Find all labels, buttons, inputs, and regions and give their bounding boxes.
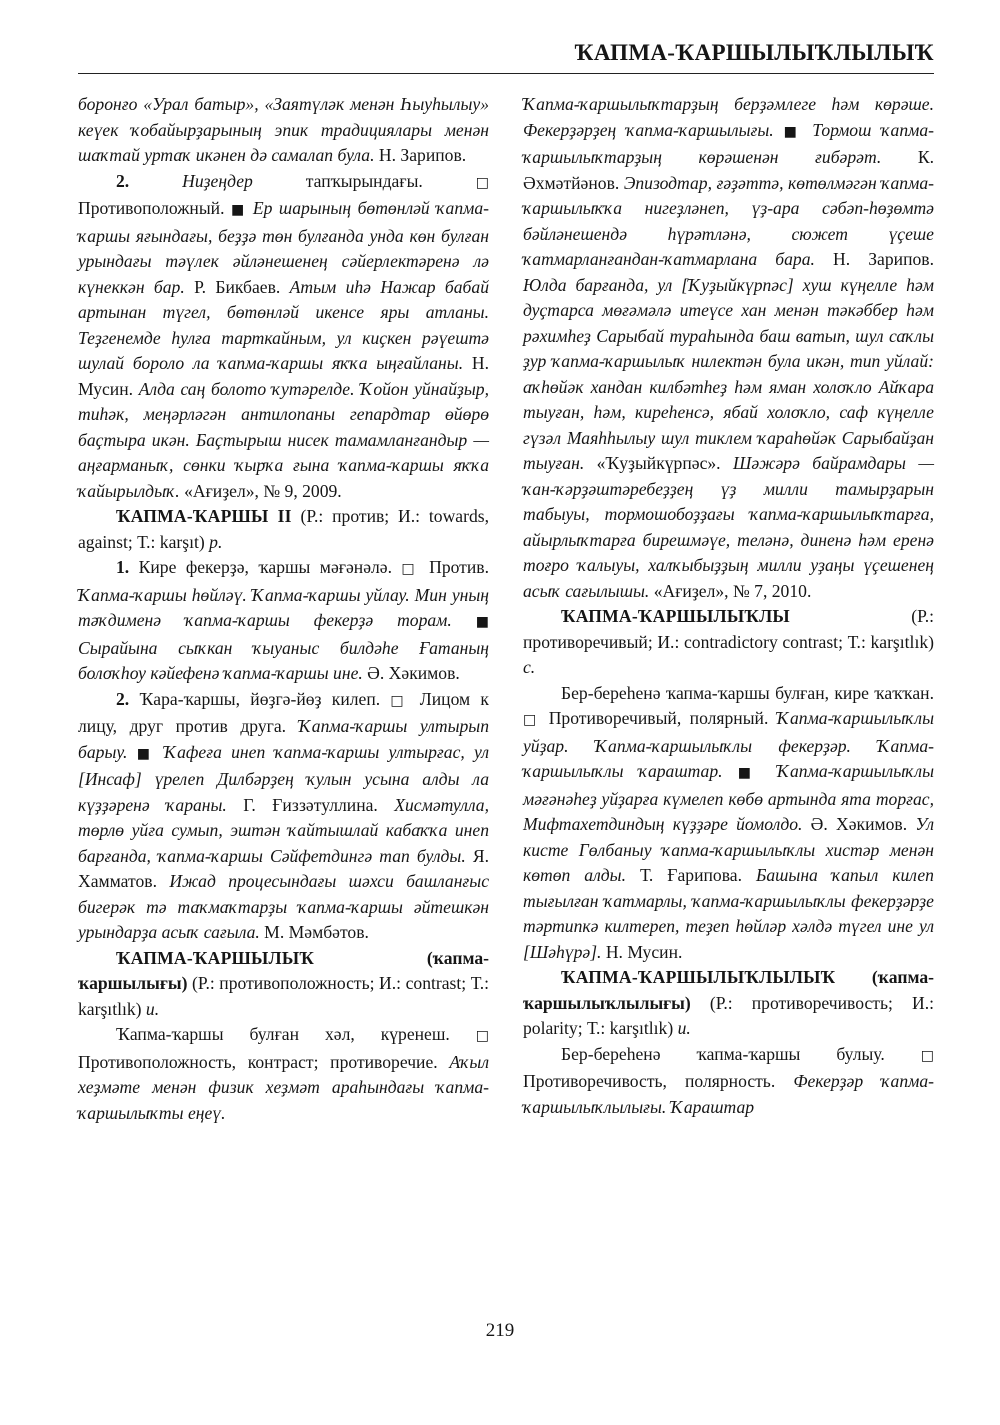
example-text: Хисмәтулла, төрлө уйға сумып, эштән ҡайтышлай кабаҡҡа инеп барғанда, ҡапма-ҡаршы Сәйфетдингә тап булды. <box>78 794 489 866</box>
citation: «Ҡуҙыйкүрпәс». <box>584 453 733 473</box>
sense-2-paragraph <box>78 687 489 946</box>
example-text: Тормош ҡапма-ҡаршылыҡтарҙың көрәшенән ғибәрәт. <box>523 119 935 167</box>
citation: М. Мәмбәтов. <box>259 922 369 942</box>
filled-square-icon: ■ <box>475 614 489 630</box>
page-number: 219 <box>485 1320 515 1341</box>
open-square-icon: □ <box>475 1028 489 1044</box>
russian-equivalent: Против. <box>419 557 489 577</box>
part-of-speech: р. <box>209 531 223 552</box>
definition-text: Бер-береһенә ҡапма-ҡаршы булыу. <box>561 1043 921 1064</box>
example-text: Шәжәрә байрамдары — ҡан-ҡәрҙәштәребеҙҙең үҙ милли тамырҙарын табыуы, тормошобоҙҙағы ҡапма-ҡаршылыҡтарға, айырлыҡтарға бирешмәүе, теләнә, диненә һәм еренә тоғро ҡалыуы, халҡыбыҙҙың милли уҙаңы үҫешенең асыҡ сағылышы. <box>523 453 934 601</box>
citation: Г. Ғиззәтуллина. <box>226 794 395 815</box>
sense-gloss: Ҡара-ҡаршы, йөҙгә-йөҙ килеп. <box>129 688 391 709</box>
example-text: Ул кисте Гөлбаныу ҡапма-ҡаршылыҡлы хистәр менән көтөп алды. <box>523 814 934 885</box>
russian-equivalent: Противоположный. <box>78 198 231 218</box>
example-text: Ер шарының бөтөнләй ҡапма-ҡаршы яғындағы, беҙҙә төн булғанда унда көн булған урындағы тәүлек әйләнешенең сәйерлектәренә лә күнеккән бар. <box>78 198 489 297</box>
sense-number: 1. <box>116 557 130 577</box>
entry-heading-kapma-karshylyklylyk <box>523 965 934 1042</box>
open-square-icon: □ <box>523 712 541 728</box>
sense-2-paragraph <box>78 169 489 505</box>
headword: ҠАПМА-ҠАРШЫЛЫҠЛЫ <box>561 606 790 626</box>
citation: Ә. Хәкимов. <box>362 663 460 683</box>
example-text: Эпизодтар, ғәҙәттә, көтөлмәгән ҡапма-ҡаршылыҡҡа нигеҙләнеп, үҙ-ара сәбәп-һөҙөмтә бәйләнешендә һүрәтләнә, сюжет үҫеше ҡатмарланғандан-ҡатмарлана бара. <box>523 172 934 269</box>
entry-continuation <box>78 92 489 169</box>
definition-paragraph <box>523 1042 934 1121</box>
example-text: Атым иһә Нажар бабай артынан түгел, бөтөнләй икенсе яры атланы. Теҙгенемде һулға тарткайным, ул киҫкен рәүештә шулай бороло ла ҡапма-ҡаршы яҡҡа ыңғайланы. <box>78 276 489 373</box>
left-column <box>78 92 489 1126</box>
open-square-icon: □ <box>920 1047 934 1064</box>
filled-square-icon: ■ <box>737 765 762 781</box>
sense-1-paragraph <box>78 555 489 687</box>
definition-text: Бер-береһенә ҡапма-ҡаршы булған, кире ҡаҡҡан. <box>561 682 934 703</box>
example-text: Ижад процесындағы шәхси башланғыс бигерәк тә таҡмаҡтарҙы ҡапма-ҡаршы әйтешкән урындарҙа асыҡ сағыла. <box>78 871 490 942</box>
example-text: Алда саң болото ҡутәрелде. Ҡойон уйнайҙыр, тиһәк, меңәрләгән антилопаны гепардтар өйөрө баҫтыра икән. Баҫтырыш нисек тамамланғандыр — аңғарманыҡ, сөнки ҡырҡа ғына ҡапма-ҡаршы яҡҡа ҡайырылдыҡ. <box>78 378 489 501</box>
example-text: Ҡафеға инеп ҡапма-ҡаршы ултырғас, ул [Инсаф] үрелеп Дилбәрҙең ҡулын усына алды ла күҙҙәренә ҡараны. <box>78 741 489 815</box>
definition-paragraph <box>78 1022 489 1126</box>
russian-equivalent: Противоположность, контраст; противоречие. <box>78 1051 450 1072</box>
example-text: Аҡыл хеҙмәте менән физик хеҙмәт араһындағы ҡапма-ҡаршылыҡты еңеү. <box>78 1051 489 1123</box>
entry-heading-kapma-karshylykly <box>523 604 934 681</box>
citation: «Ағиҙел», № 9, 2009. <box>179 480 342 501</box>
definition-paragraph <box>523 681 934 966</box>
example-text: Ҡапма-ҡаршы ултырып барыу. <box>78 716 489 762</box>
sense-number: 2. <box>116 688 130 709</box>
entry-heading-kapma-karshylyk <box>78 946 489 1023</box>
citation: Р. Бикбаев. <box>184 276 290 297</box>
sense-gloss: тапҡырындағы. <box>252 170 476 191</box>
entry-continuation <box>523 92 934 604</box>
open-square-icon: □ <box>475 174 489 191</box>
headword: ҠАПМА-ҠАРШЫЛЫҠ <box>116 947 315 968</box>
running-head: ҠАПМА-ҠАРШЫЛЫҠЛЫЛЫҠ <box>574 40 934 65</box>
example-text: Ҡапма-ҡаршылыҡлы уйҙар. Ҡапма-ҡаршылыҡлы фекерҙәр. Ҡапма-ҡаршылыҡлы ҡараштар. <box>523 708 934 781</box>
filled-square-icon: ■ <box>783 123 803 140</box>
translations: (Р.: против; И.: towards, against; Т.: karşıt) <box>78 506 489 552</box>
definition-text: Ҡапма-ҡаршы булған хәл, күренеш. <box>116 1024 476 1044</box>
translations: (Р.: противоположность; И.: contrast; Т.: karşıtlık) <box>78 973 489 1019</box>
sense-label: Ниҙеңдер <box>182 170 253 191</box>
part-of-speech: и. <box>677 1018 691 1038</box>
translations: (Р.: противоречивый; И.: contradictory contrast; Т.: karşıtlık) <box>523 606 934 652</box>
example-text: Ҡапма-ҡаршылыҡтарҙың берҙәмлеге һәм көрәше. Фекерҙәрҙең ҡапма-ҡаршылығы. <box>523 94 934 140</box>
citation: Н. Мусин. <box>601 941 683 962</box>
headword-genitive: (ҡапма-ҡаршылығы) <box>78 947 489 993</box>
russian-equivalent: Противоречивый, полярный. <box>540 708 777 728</box>
filled-square-icon: ■ <box>136 745 155 762</box>
right-column <box>523 92 934 1120</box>
citation: Ә. Хәкимов. <box>802 814 916 834</box>
filled-square-icon: ■ <box>231 202 247 218</box>
citation: Н. Мусин. <box>78 353 489 399</box>
example-text: боронғо «Урал батыр», «Заятүләк менән Һыуһылыу» кеүек ҡобайырҙарының эпик традициялары менән шаҡтай уртаҡ икәнен дә самалап була. <box>78 94 489 165</box>
headword: ҠАПМА-ҠАРШЫ II <box>116 506 292 526</box>
example-text: Башына ҡапыл килеп тығылған ҡатмарлы, ҡапма-ҡаршылыҡлы фекерҙәрҙе тәртипкә килтереп, теҙеп һөйләр хәлдә түгел ине ул [Шәһүрә]. <box>523 865 934 962</box>
citation: Я. Хамматов. <box>78 845 489 891</box>
russian-equivalent: Лицом к лицу, друг против друга. <box>78 688 489 736</box>
citation: «Ағиҙел», № 7, 2010. <box>649 580 812 601</box>
citation: Н. Зарипов. <box>814 249 934 269</box>
open-square-icon: □ <box>390 692 410 709</box>
part-of-speech: с. <box>523 657 536 677</box>
example-text: Сырайына сыҡкан ҡыуаныс билдәһе Ғатаның болоҡһоу кәйефенә ҡапма-ҡаршы ине. <box>78 637 489 683</box>
example-text: Ҡапма-ҡаршылыҡлы мәғәнәһеҙ уйҙарға күмелеп көбө артында ята торғас, Мифтахетдиндың күҙҙәре йомолдо. <box>523 761 935 834</box>
citation: К. Әхмәтйәнов. <box>523 147 934 193</box>
citation: Н. Зарипов. <box>374 145 467 165</box>
example-text: Ҡапма-ҡаршы һөйләү. Ҡапма-ҡаршы уйлау. Мин уның тәҡдименә ҡапма-ҡаршы фекерҙә торам. <box>78 584 489 630</box>
translations: (Р.: противоречивость; И.: polarity; Т.: karşıtlık) <box>523 992 934 1038</box>
part-of-speech: и. <box>145 998 160 1019</box>
example-text: Юлда барғанда, ул [Ҡуҙыйкүрпәс] хуш күңелле һәм дуҫтарса мөғәмәлә итеүсе хан менән тәкәббер һәм рәхимһеҙ Сарыбай тураһында баш ватып, шул саҡлы ҙур ҡапма-ҡаршылыҡ нилектән була икән, тип уйлай: аҡһөйәк хандан килбәтһеҙ һәм яман холоҡло Айҡара тыуған, һәм, киреһенсә, ябай холоҡло, саф күңелле гүзәл Маяһһылыу шул тиклем ҡараһөйәк Сарыбайҙан тыуған. <box>523 274 934 473</box>
citation: Т. Ғарипова. <box>625 865 756 885</box>
entry-heading-kapma-karshy-2 <box>78 504 489 555</box>
russian-equivalent: Противоречивость, полярность. <box>523 1071 794 1091</box>
example-text: Фекерҙәр ҡапма-ҡаршылыҡлылығы. Ҡараштар <box>523 1071 934 1117</box>
sense-gloss: Кире фекерҙә, ҡаршы мәғәнәлә. <box>129 557 402 577</box>
header-rule <box>78 73 934 74</box>
headword: ҠАПМА-ҠАРШЫЛЫҠЛЫЛЫҠ <box>561 967 836 987</box>
sense-number: 2. <box>116 170 130 191</box>
open-square-icon: □ <box>401 561 420 577</box>
headword-genitive: (ҡапма-ҡаршылыҡлылығы) <box>523 967 934 1013</box>
